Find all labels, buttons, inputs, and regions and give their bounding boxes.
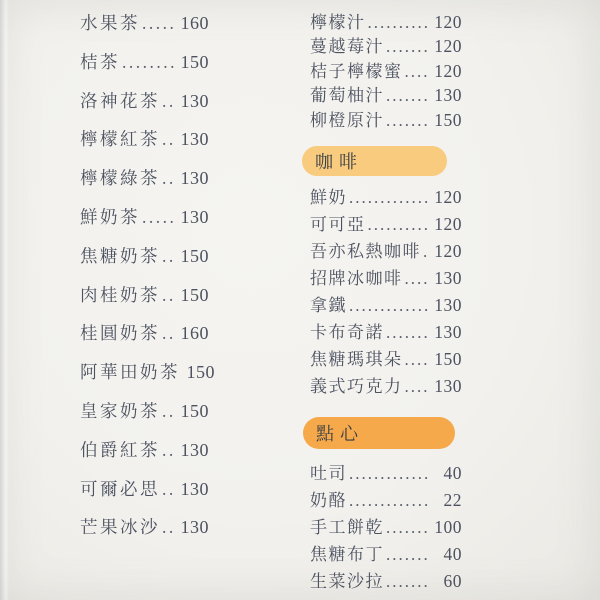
dot-leader (405, 265, 431, 292)
item-price: 150 (180, 400, 209, 421)
item-price: 100 (434, 517, 462, 538)
item-price: 150 (180, 51, 209, 72)
item-price: 130 (434, 322, 462, 343)
menu-item-row (80, 392, 209, 431)
dot-leader (349, 184, 430, 211)
item-price: 120 (434, 241, 462, 262)
item-price: 40 (443, 463, 462, 484)
item-name: 柳橙原汁 (310, 110, 384, 130)
menu-item-row (80, 431, 209, 470)
menu-item-row (310, 514, 462, 541)
menu-item-row (80, 120, 209, 159)
menu-item-row (310, 346, 462, 373)
dot-leader (368, 211, 431, 238)
menu-item-row (310, 211, 462, 238)
item-name: 可可亞 (310, 215, 366, 235)
item-name: 阿華田奶茶 (80, 362, 180, 383)
item-name: 義式巧克力 (310, 377, 403, 397)
dot-leader (162, 392, 176, 431)
item-price: 150 (434, 349, 462, 370)
item-name: 洛神花茶 (80, 90, 160, 111)
item-name: 吾亦私熱咖啡 (310, 242, 421, 262)
item-name: 可爾必思 (80, 478, 160, 499)
item-price: 130 (180, 129, 209, 150)
item-price: 150 (434, 109, 462, 130)
menu-item-row (310, 292, 462, 319)
tea-list (80, 4, 215, 547)
item-name: 檸檬汁 (310, 13, 366, 32)
menu-item-row (80, 237, 209, 276)
item-name: 皇家奶茶 (80, 400, 160, 421)
menu-item-row (80, 82, 209, 121)
dot-leader (142, 4, 176, 43)
dessert-list (310, 460, 462, 595)
menu-item-row (80, 353, 215, 392)
coffee-list (310, 184, 462, 400)
dot-leader (349, 292, 430, 319)
dot-leader (405, 60, 431, 84)
menu-item-row (310, 83, 462, 107)
menu-item-row (310, 373, 462, 400)
menu-item-row (310, 568, 462, 595)
item-price: 130 (434, 85, 462, 106)
dot-leader (386, 84, 430, 108)
item-name: 伯爵紅茶 (80, 439, 160, 460)
item-price: 160 (180, 13, 209, 33)
item-name: 桔子檸檬蜜 (310, 61, 403, 81)
menu-item-row (80, 470, 209, 509)
menu-item-row (310, 460, 462, 487)
item-name: 檸檬綠茶 (80, 168, 160, 189)
dot-leader (405, 346, 431, 373)
item-name: 芒果冰沙 (80, 517, 160, 538)
item-price: 40 (443, 544, 462, 565)
item-name: 生菜沙拉 (310, 572, 384, 592)
item-name: 水果茶 (80, 13, 140, 33)
item-price: 130 (180, 90, 209, 111)
menu-item-row (80, 43, 209, 82)
item-name: 葡萄柚汁 (310, 86, 384, 106)
menu-item-row (80, 276, 209, 315)
item-price: 120 (434, 36, 462, 57)
dot-leader (162, 470, 176, 509)
dot-leader (349, 487, 430, 514)
item-name: 鮮奶茶 (80, 206, 140, 227)
menu-item-row (80, 4, 209, 43)
item-price: 130 (180, 206, 209, 227)
dot-leader (162, 237, 176, 276)
item-name: 鮮奶 (310, 188, 347, 208)
item-price: 130 (180, 517, 209, 538)
item-name: 手工餅乾 (310, 518, 384, 538)
dot-leader (142, 198, 176, 237)
item-price: 160 (180, 323, 209, 344)
dot-leader (405, 373, 431, 400)
item-price: 150 (180, 245, 209, 266)
dessert-section-title: 點心 (316, 423, 364, 444)
item-name: 肉桂奶茶 (80, 284, 160, 305)
item-name: 焦糖瑪琪朵 (310, 350, 403, 370)
juice-list (310, 10, 462, 132)
dot-leader (349, 460, 430, 487)
dessert-section-badge (303, 417, 455, 449)
menu-item-row (310, 10, 462, 34)
menu-item-row (80, 314, 209, 353)
item-name: 招牌冰咖啡 (310, 269, 403, 289)
menu-item-row (310, 184, 462, 211)
item-price: 130 (434, 268, 462, 289)
item-price: 150 (186, 362, 215, 383)
dot-leader (386, 35, 430, 59)
dot-leader (162, 314, 176, 353)
dot-leader (162, 431, 176, 470)
dot-leader (386, 319, 430, 346)
item-price: 120 (434, 187, 462, 208)
item-price: 130 (180, 478, 209, 499)
dot-leader (162, 508, 176, 547)
dot-leader (162, 159, 176, 198)
item-name: 拿鐵 (310, 296, 347, 316)
item-name: 檸檬紅茶 (80, 129, 160, 150)
dot-leader (386, 541, 430, 568)
dot-leader (386, 568, 430, 595)
item-name: 吐司 (310, 464, 347, 484)
menu-item-row (310, 108, 462, 132)
menu-item-row (80, 159, 209, 198)
item-price: 150 (180, 284, 209, 305)
dot-leader (368, 11, 431, 35)
item-price: 60 (443, 571, 462, 592)
coffee-section-title: 咖啡 (315, 151, 363, 172)
menu-item-row (310, 541, 462, 568)
item-name: 桂圓奶茶 (80, 323, 160, 344)
dot-leader (386, 109, 430, 133)
menu-item-row (310, 487, 462, 514)
item-price: 130 (180, 168, 209, 189)
dot-leader (386, 514, 430, 541)
menu-item-row (310, 319, 462, 346)
item-price: 120 (434, 12, 462, 32)
item-name: 焦糖奶茶 (80, 245, 160, 266)
menu-item-row (310, 34, 462, 58)
item-price: 130 (180, 439, 209, 460)
menu-item-row (80, 198, 209, 237)
item-price: 120 (434, 60, 462, 81)
menu-column-right (310, 10, 462, 595)
item-price: 130 (434, 295, 462, 316)
menu-item-row (310, 265, 462, 292)
item-price: 22 (443, 490, 462, 511)
item-price: 130 (434, 376, 462, 397)
menu-item-row (80, 508, 209, 547)
dot-leader (162, 82, 176, 121)
dot-leader (162, 276, 176, 315)
dot-leader (122, 43, 176, 82)
menu-item-row (310, 238, 462, 265)
item-name: 卡布奇諾 (310, 323, 384, 343)
item-name: 焦糖布丁 (310, 545, 384, 565)
coffee-section-badge (302, 146, 447, 176)
item-name: 奶酪 (310, 491, 347, 511)
dot-leader (162, 120, 176, 159)
menu-item-row (310, 59, 462, 83)
item-price: 120 (434, 214, 462, 235)
item-name: 蔓越莓汁 (310, 37, 384, 57)
dot-leader (423, 238, 430, 265)
item-name: 桔茶 (80, 51, 120, 72)
